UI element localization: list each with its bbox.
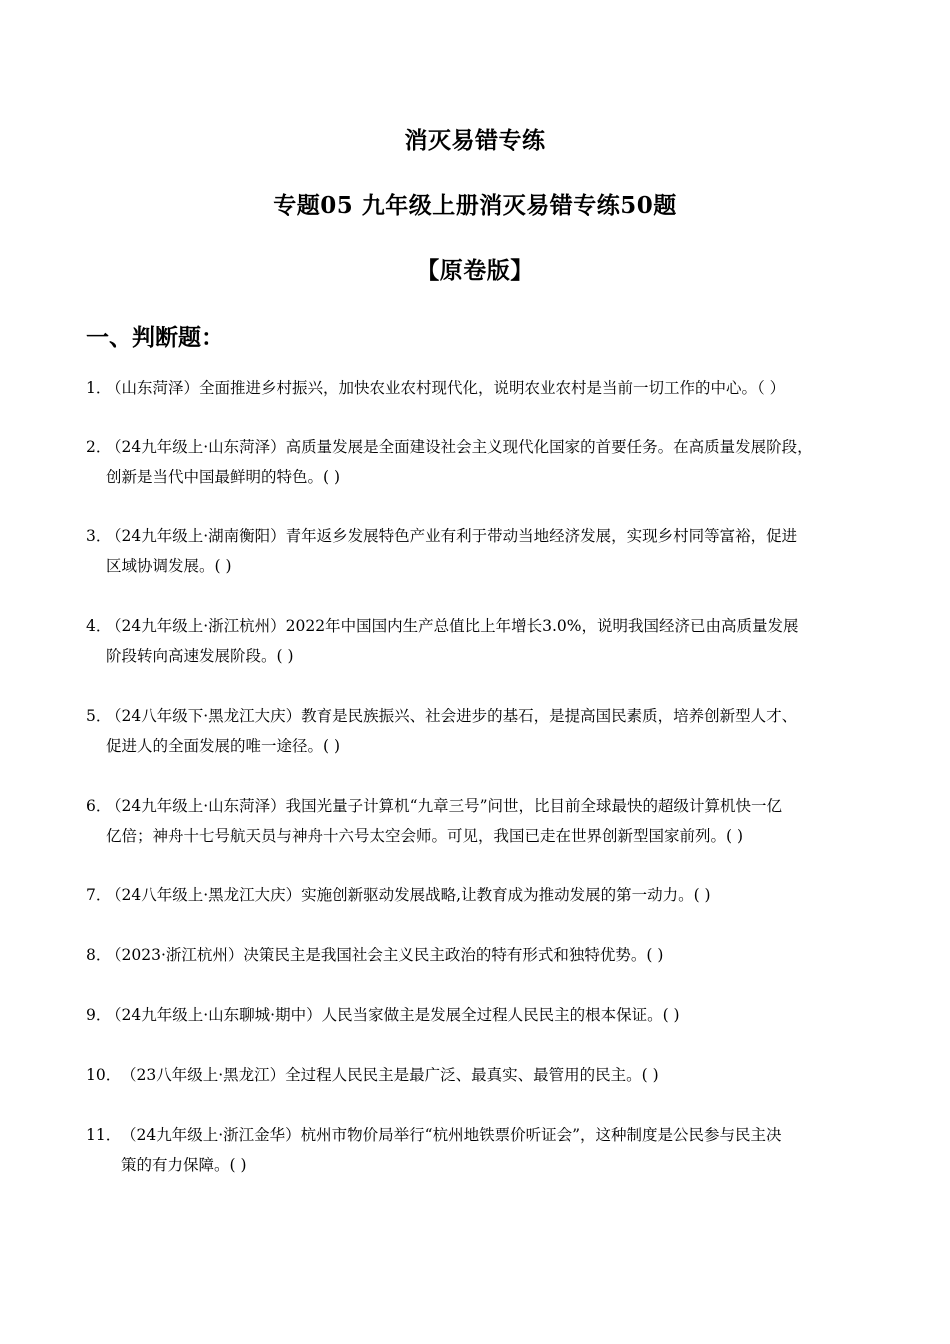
- question-item: [86, 880, 876, 910]
- question-line: 促进人的全面发展的唯一途径。( ): [106, 737, 341, 755]
- question-line: 亿倍；神舟十七号航天员与神舟十六号太空会师。可见，我国已走在世界创新型国家前列。( ): [106, 827, 744, 845]
- question-text: [86, 1000, 876, 1030]
- question-text: [86, 521, 876, 581]
- question-number: 2．: [86, 438, 112, 456]
- question-line: （24九年级上·山东聊城·期中）人民当家做主是发展全过程人民民主的根本保证。( ): [106, 1006, 680, 1024]
- question-line: 区域协调发展。( ): [106, 557, 232, 575]
- question-number: 8．: [86, 946, 112, 964]
- question-line: （24八年级上·黑龙江大庆）实施创新驱动发展战略,让教育成为推动发展的第一动力。( ): [106, 886, 711, 904]
- question-number: 9．: [86, 1006, 112, 1024]
- question-number: 5．: [86, 707, 112, 725]
- question-item: [86, 1120, 876, 1180]
- question-line: （山东菏泽）全面推进乡村振兴，加快农业农村现代化，说明农业农村是当前一切工作的中心。（ ）: [106, 379, 786, 397]
- doc-edition-label: 【原卷版】: [416, 257, 534, 284]
- question-item: [86, 1060, 876, 1090]
- question-line: （24九年级上·山东菏泽）我国光量子计算机“九章三号”问世，比目前全球最快的超级计算机快一亿: [106, 797, 783, 815]
- question-number: 4．: [86, 617, 112, 635]
- question-text: [86, 373, 876, 403]
- question-text: [86, 880, 876, 910]
- question-number: 1．: [86, 379, 112, 397]
- question-line: （24九年级上·湖南衡阳）青年返乡发展特色产业有利于带动当地经济发展，实现乡村同等富裕，促进: [106, 527, 798, 545]
- question-line: （2023·浙江杭州）决策民主是我国社会主义民主政治的特有形式和独特优势。( ): [106, 946, 664, 964]
- question-number: 7．: [86, 886, 112, 904]
- question-item: [86, 432, 876, 492]
- question-line: 策的有力保障。( ): [121, 1156, 247, 1174]
- question-text: [86, 1060, 876, 1090]
- question-item: [86, 701, 876, 761]
- question-line: （24九年级上·山东菏泽）高质量发展是全面建设社会主义现代化国家的首要任务。在高质量发展阶段，: [106, 438, 813, 456]
- doc-subtitle: 专题05 九年级上册消灭易错专练50题: [273, 192, 677, 219]
- question-item: [86, 373, 876, 403]
- question-item: [86, 521, 876, 581]
- question-item: [86, 791, 876, 851]
- question-item: [86, 1000, 876, 1030]
- question-text: [86, 1120, 876, 1180]
- section-heading-judgment: 一、判断题：: [86, 324, 224, 351]
- question-line: 创新是当代中国最鲜明的特色。( ): [106, 468, 341, 486]
- question-text: [86, 940, 876, 970]
- question-text: [86, 432, 876, 492]
- question-line: （23八年级上·黑龙江）全过程人民民主是最广泛、最真实、最管用的民主。( ): [121, 1066, 659, 1084]
- question-number: 6．: [86, 797, 112, 815]
- question-number: 3．: [86, 527, 112, 545]
- question-text: [86, 701, 876, 761]
- question-number: 11．: [86, 1126, 122, 1144]
- question-number: 10．: [86, 1066, 122, 1084]
- question-item: [86, 940, 876, 970]
- question-line: 阶段转向高速发展阶段。( ): [106, 647, 294, 665]
- question-line: （24九年级上·浙江金华）杭州市物价局举行“杭州地铁票价听证会”，这种制度是公民参与民主决: [121, 1126, 782, 1144]
- question-text: [86, 791, 876, 851]
- question-item: [86, 611, 876, 671]
- question-line: （24九年级上·浙江杭州）2022年中国国内生产总值比上年增长3.0%，说明我国经济已由高质量发展: [106, 617, 799, 635]
- question-text: [86, 611, 876, 671]
- doc-title: 消灭易错专练: [404, 127, 546, 154]
- question-line: （24八年级下·黑龙江大庆）教育是民族振兴、社会进步的基石，是提高国民素质，培养创新型人才、: [106, 707, 798, 725]
